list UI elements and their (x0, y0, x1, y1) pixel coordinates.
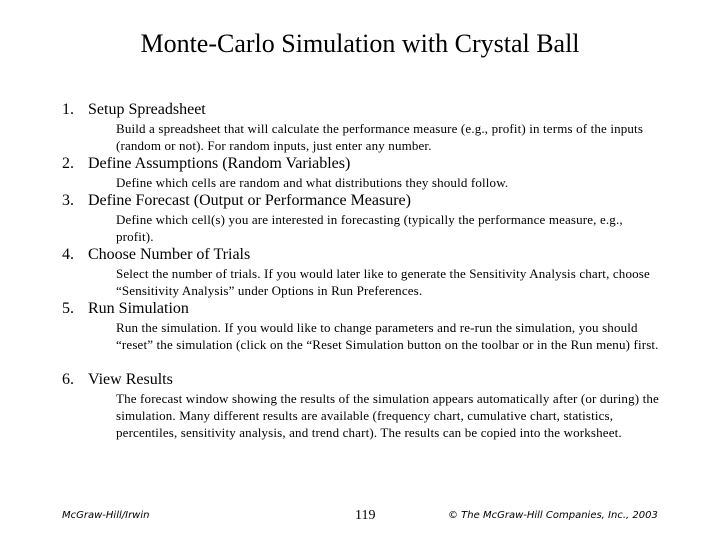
step-4-number: 4. (62, 246, 74, 263)
step-4-title: Choose Number of Trials (88, 246, 251, 263)
step-1-heading (62, 100, 206, 119)
step-6-heading (62, 370, 173, 389)
step-6-title: View Results (88, 371, 173, 388)
step-3-description: Define which cell(s) you are interested in forecasting (typically the performance measure, e.g., profit). (116, 212, 623, 244)
page-number: 119 (355, 508, 376, 523)
step-4-heading (62, 245, 250, 264)
footer-copyright: © The McGraw-Hill Companies, Inc., 2003 (448, 510, 658, 521)
step-1-title: Setup Spreadsheet (88, 101, 206, 118)
step-6-number: 6. (62, 371, 74, 388)
slide-title: Monte-Carlo Simulation with Crystal Ball (140, 29, 580, 58)
step-2-title: Define Assumptions (Random Variables) (88, 155, 351, 172)
step-5-heading (62, 299, 189, 318)
step-3-title: Define Forecast (Output or Performance Measure) (88, 192, 411, 209)
step-5-title: Run Simulation (88, 300, 189, 317)
step-1-description: Build a spreadsheet that will calculate the performance measure (e.g., profit) in terms of the inputs (random or not). For random inputs, just enter any number. (116, 121, 644, 153)
step-5-description: Run the simulation. If you would like to change parameters and re-run the simulation, you should “reset” the simulation (click on the “Reset Simulation button on the toolbar or in the Run menu) first. (116, 320, 659, 352)
step-2-description: Define which cells are random and what distributions they should follow. (116, 175, 509, 190)
step-4-description: Select the number of trials. If you would later like to generate the Sensitivity Analysis chart, choose “Sensitivity Analysis” under Options in Run Preferences. (116, 266, 650, 298)
step-3-heading (62, 191, 411, 210)
footer-publisher: McGraw-Hill/Irwin (62, 510, 150, 521)
step-1-number: 1. (62, 101, 74, 118)
step-3-number: 3. (62, 192, 74, 209)
step-5-number: 5. (62, 300, 74, 317)
step-2-number: 2. (62, 155, 74, 172)
step-2-heading (62, 154, 350, 173)
step-6-description: The forecast window showing the results of the simulation appears automatically after (or during) the simulation. Many different results are available (frequency chart, cumulative chart, statistics, percentiles, sensitivity analysis, and trend chart). The results can be copied into the worksheet. (116, 391, 659, 440)
